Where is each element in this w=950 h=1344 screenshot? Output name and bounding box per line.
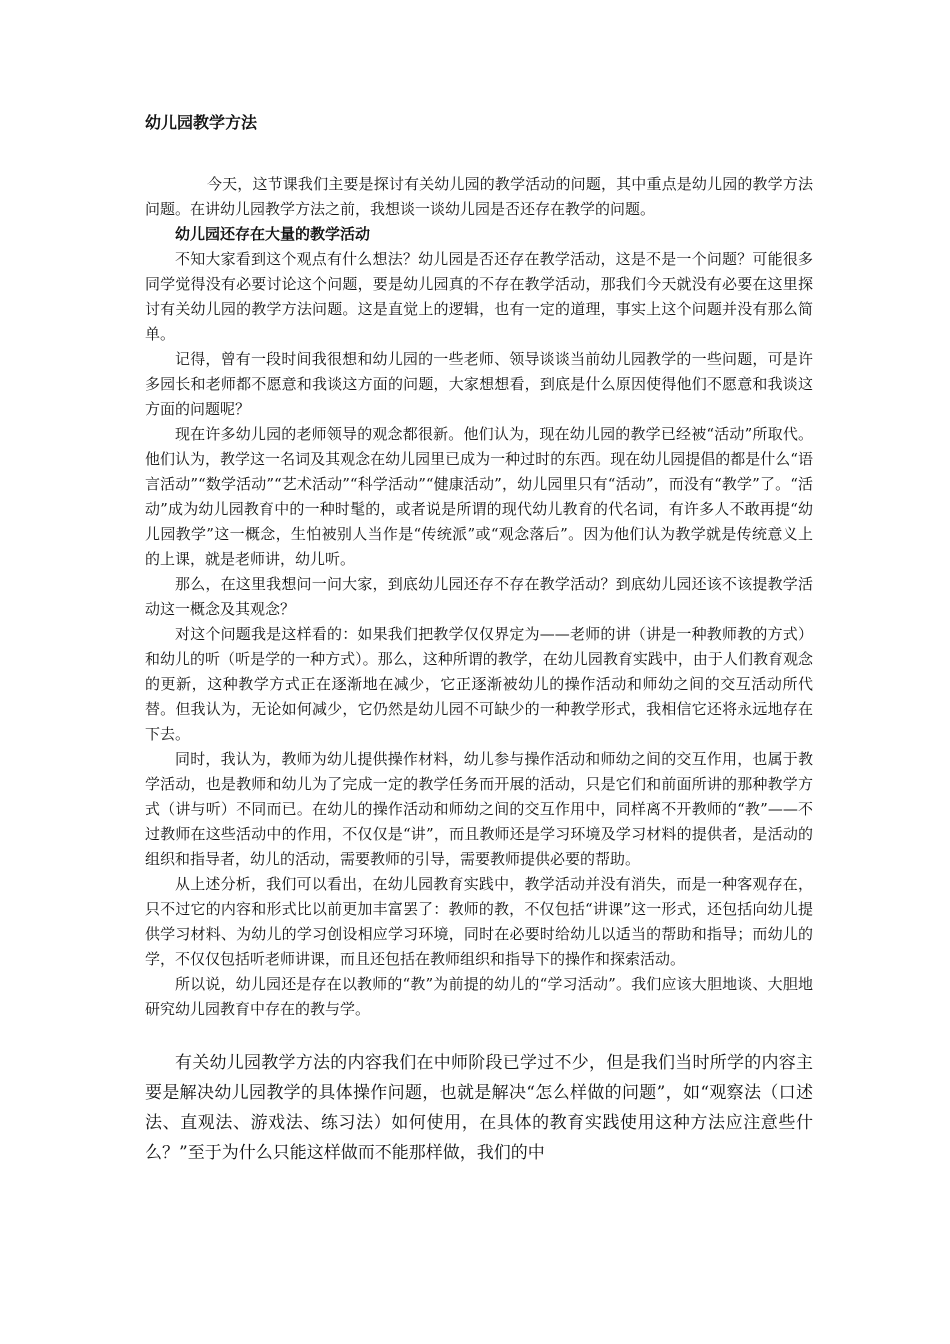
- body-paragraph-7: 从上述分析，我们可以看出，在幼儿园教育实践中，教学活动并没有消失，而是一种客观存在，只不过它的内容和形式比以前更加丰富罢了：教师的教，不仅包括“讲课”这一形式，还包括向幼儿提供学习材料、为幼儿的学习创设相应学习环境，同时在必要时给幼儿以适当的帮助和指导；而幼儿的学，不仅仅包括听老师讲课，而且还包括在教师组织和指导下的操作和探索活动。: [145, 875, 813, 968]
- section-heading: 幼儿园还存在大量的教学活动: [175, 225, 371, 243]
- document-title: 幼儿园教学方法: [145, 113, 258, 132]
- intro-paragraph: 今天，这节课我们主要是探讨有关幼儿园的教学活动的问题，其中重点是幼儿园的教学方法问题。在讲幼儿园教学方法之前，我想谈一谈幼儿园是否还存在教学的问题。: [145, 175, 813, 218]
- body-paragraph-6: 同时，我认为，教师为幼儿提供操作材料，幼儿参与操作活动和师幼之间的交互作用，也属于教学活动，也是教师和幼儿为了完成一定的教学任务而开展的活动，只是它们和前面所讲的那种教学方式（讲与听）不同而已。在幼儿的操作活动和师幼之间的交互作用中，同样离不开教师的“教”——不过教师在这些活动中的作用，不仅仅是“讲”，而且教师还是学习环境及学习材料的提供者，是活动的组织和指导者，幼儿的活动，需要教师的引导，需要教师提供必要的帮助。: [145, 750, 813, 868]
- body-paragraph-3: 现在许多幼儿园的老师领导的观念都很新。他们认为，现在幼儿园的教学已经被“活动”所取代。他们认为，教学这一名词及其观念在幼儿园里已成为一种过时的东西。现在幼儿园提倡的都是什么“语言活动”“数学活动”“艺术活动”“科学活动”“健康活动”，幼儿园里只有“活动”，而没有“教学”了。“活动”成为幼儿园教育中的一种时髦的，或者说是所谓的现代幼儿教育的代名词，有许多人不敢再提“幼儿园教学”这一概念，生怕被别人当作是“传统派”或“观念落后”。因为他们认为教学就是传统意义上的上课，就是老师讲，幼儿听。: [145, 425, 813, 568]
- document-page: [145, 110, 813, 1168]
- body-paragraph-8: 所以说，幼儿园还是存在以教师的“教”为前提的幼儿的“学习活动”。我们应该大胆地谈、大胆地研究幼儿园教育中存在的教与学。: [145, 975, 813, 1018]
- body-paragraph-5: 对这个问题我是这样看的：如果我们把教学仅仅界定为——老师的讲（讲是一种教师教的方式）和幼儿的听（听是学的一种方式）。那么，这种所谓的教学，在幼儿园教育实践中，由于人们教育观念的更新，这种教学方式正在逐渐地在减少，它正逐渐被幼儿的操作活动和师幼之间的交互活动所代替。但我认为，无论如何减少，它仍然是幼儿园不可缺少的一种教学形式，我相信它还将永远地存在下去。: [145, 625, 813, 743]
- closing-paragraph: 有关幼儿园教学方法的内容我们在中师阶段已学过不少，但是我们当时所学的内容主要是解决幼儿园教学的具体操作问题，也就是解决“怎么样做的问题”，如“观察法（口述法、直观法、游戏法、练习法）如何使用，在具体的教育实践使用这种方法应注意些什么？”至于为什么只能这样做而不能那样做，我们的中: [145, 1053, 813, 1163]
- body-paragraph-2: 记得，曾有一段时间我很想和幼儿园的一些老师、领导谈谈当前幼儿园教学的一些问题，可是许多园长和老师都不愿意和我谈这方面的问题，大家想想看，到底是什么原因使得他们不愿意和我谈这方面的问题呢？: [145, 350, 813, 418]
- body-paragraph-4: 那么，在这里我想问一问大家，到底幼儿园还存不存在教学活动？到底幼儿园还该不该提教学活动这一概念及其观念？: [145, 575, 813, 618]
- body-paragraph-1: 不知大家看到这个观点有什么想法？幼儿园是否还存在教学活动，这是不是一个问题？可能很多同学觉得没有必要讨论这个问题，要是幼儿园真的不存在教学活动，那我们今天就没有必要在这里探讨有关幼儿园的教学方法问题。这是直觉上的逻辑，也有一定的道理，事实上这个问题并没有那么简单。: [145, 250, 813, 343]
